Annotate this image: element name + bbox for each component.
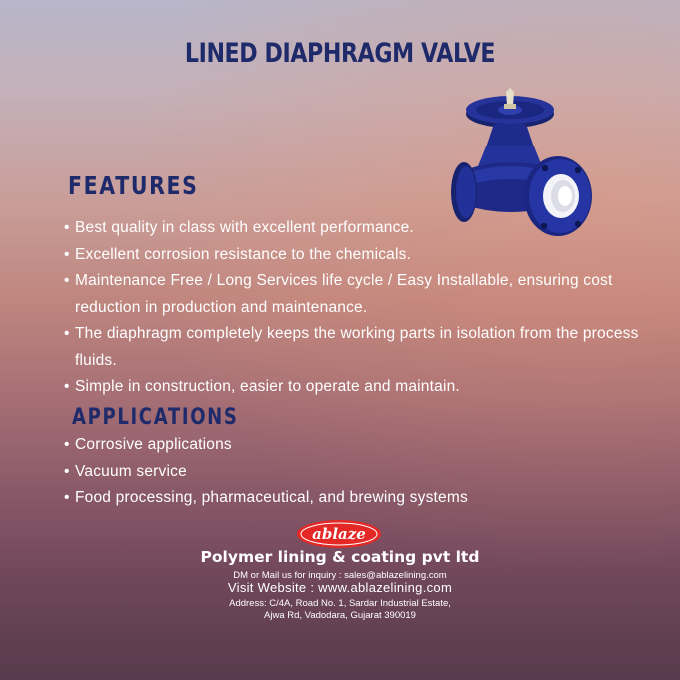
- list-item: • Simple in construction, easier to operate and maintain.: [64, 374, 654, 401]
- company-name: Polymer lining & coating pvt ltd: [200, 548, 480, 566]
- list-item: • Excellent corrosion resistance to the chemicals.: [64, 242, 654, 269]
- inquiry-text: DM or Mail us for inquiry : sales@ablazelining.com: [233, 570, 447, 581]
- list-item: • Food processing, pharmaceutical, and brewing systems: [64, 485, 624, 512]
- applications-list: [64, 432, 624, 512]
- list-item: • Best quality in class with excellent performance.: [64, 215, 654, 242]
- address-line-1: Address: C/4A, Road No. 1, Sardar Industrial Estate,: [229, 598, 451, 609]
- applications-heading: APPLICATIONS: [72, 405, 239, 430]
- features-list: [64, 215, 654, 401]
- list-item: • Maintenance Free / Long Services life cycle / Easy Installable, ensuring cost reduction in production and maintenance.: [64, 268, 654, 321]
- list-item: • Vacuum service: [64, 459, 624, 486]
- list-item: • The diaphragm completely keeps the working parts in isolation from the process fluids.: [64, 321, 654, 374]
- svg-text:ablaze: ablaze: [312, 525, 366, 543]
- address-line-2: Ajwa Rd, Vadodara, Gujarat 390019: [264, 610, 416, 621]
- list-item: • Corrosive applications: [64, 432, 624, 459]
- website-link[interactable]: Visit Website : www.ablazelining.com: [227, 580, 453, 595]
- ablaze-logo: [296, 519, 382, 549]
- page-title: LINED DIAPHRAGM VALVE: [184, 38, 496, 69]
- features-heading: FEATURES: [68, 171, 199, 200]
